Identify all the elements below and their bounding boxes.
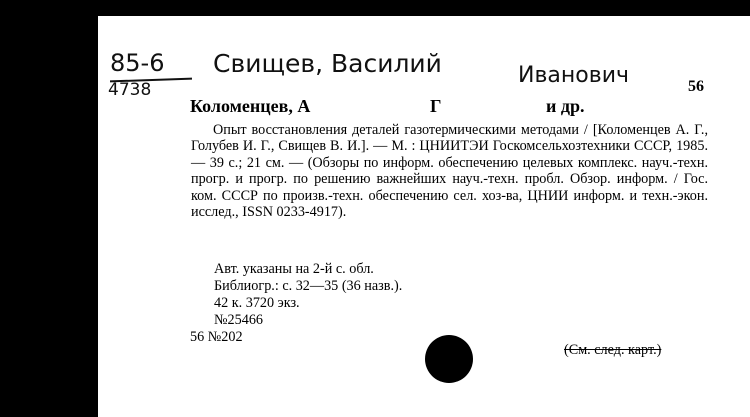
handwritten-author-name: Свищев, Василий — [213, 49, 442, 78]
punch-hole — [425, 335, 473, 383]
accession-sub-number: 4738 — [108, 80, 152, 100]
handwritten-author-patronymic: Иванович — [518, 63, 630, 88]
heading-etal: и др. — [546, 96, 585, 116]
bibliographic-description: Опыт восстановления деталей газотермическими методами / [Коломенцев А. Г., Голубев И. Г., Свищев В. И.]. — М. : ЦНИИТЭИ Госкомсельхозтехники СССР, 1985. — 39 с.; 21 см. — (Обзоры по информ. обеспечению целевых комплекс. науч.-техн. прогр. и прогр. по решению важнейших науч.-техн. пробл. Обзор. информ. / Гос. ком. СССР по произв.-техн. обеспечению сел. хоз-ва, ЦНИИ информ. и техн.-экон. исслед., ISSN 0233-4917). — [191, 122, 708, 221]
accession-number: 85-6 — [110, 49, 165, 77]
bottom-code: 56 №202 — [190, 329, 243, 345]
note-bibliography: Библиогр.: с. 32—35 (36 назв.). — [214, 278, 403, 294]
note-authors: Авт. указаны на 2-й с. обл. — [214, 261, 374, 277]
see-next-card: (См. след. карт.) — [564, 342, 662, 358]
card-number: 56 — [688, 78, 704, 95]
note-number: №25466 — [214, 312, 264, 328]
heading-initial: Г — [430, 96, 442, 116]
catalog-card — [98, 16, 750, 417]
heading-surname: Коломенцев, А — [190, 96, 311, 116]
note-price-copies: 42 к. 3720 экз. — [214, 295, 300, 311]
